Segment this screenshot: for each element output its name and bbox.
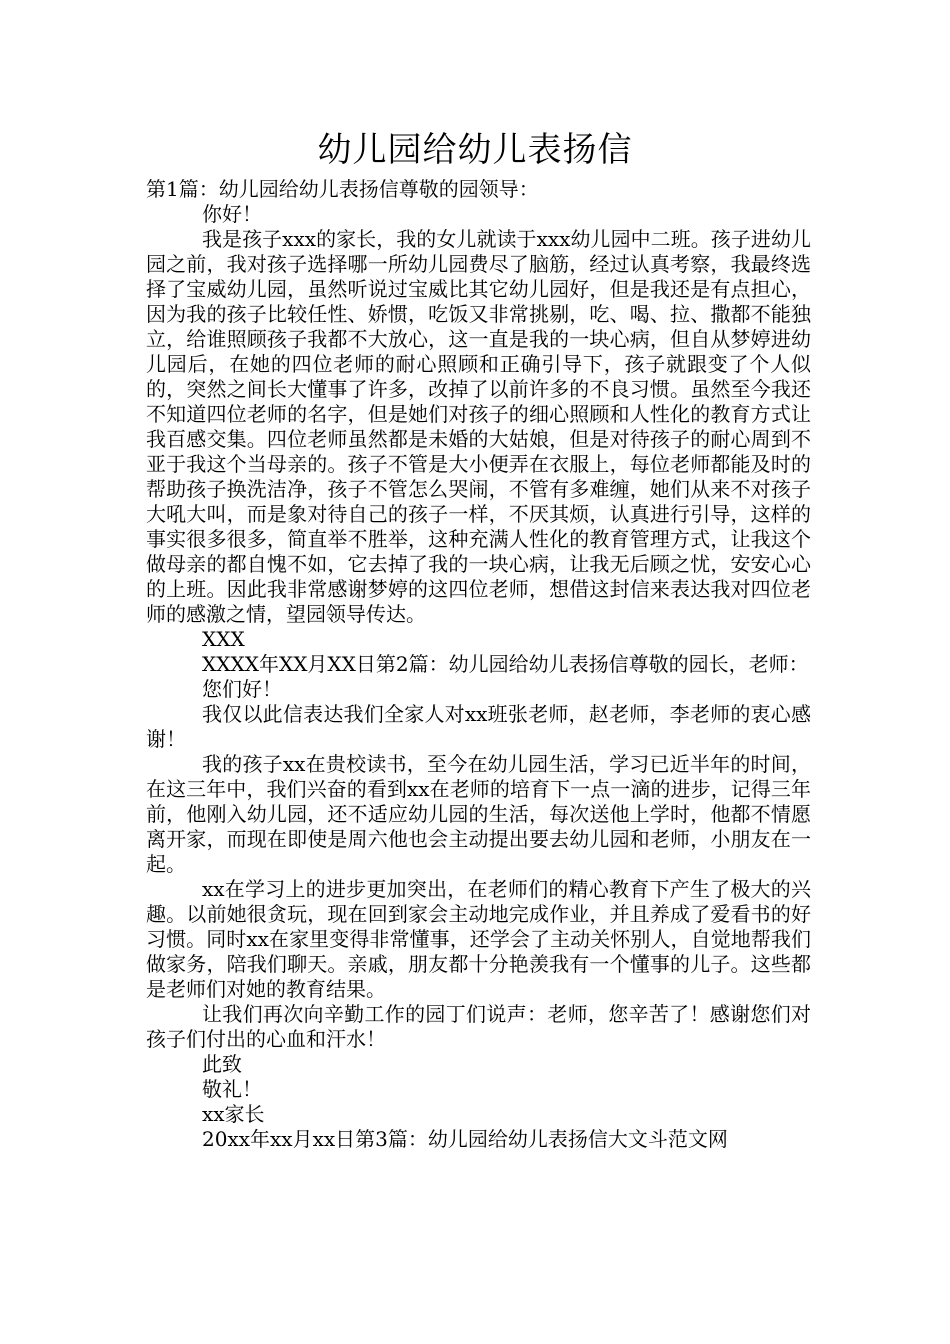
paragraph: xx家长 — [202, 1102, 265, 1126]
paragraph: 第1篇：幼儿园给幼儿表扬信尊敬的园领导： — [146, 177, 539, 201]
paragraph: 此致 — [202, 1052, 242, 1076]
document-title: 幼儿园给幼儿表扬信 — [317, 130, 633, 170]
paragraph: 我是孩子xxx的家长，我的女儿就读于xxx幼儿园中二班。孩子进幼儿园之前，我对孩子选择哪一所幼儿园费尽了脑筋，经过认真考察，我最终选择了宝威幼儿园，虽然听说过宝威比其它幼儿园好，但是我还是有点担心，因为我的孩子比较任性、娇惯，吃饭又非常挑剔，吃、喝、拉、撒都不能独立，给谁照顾孩子我都不大放心，这一直是我的一块心病，但自从梦婷进幼儿园后，在她的四位老师的耐心照顾和正确引导下，孩子就跟变了个人似的，突然之间长大懂事了许多，改掉了以前许多的不良习惯。虽然至今我还不知道四位老师的名字，但是她们对孩子的细心照顾和人性化的教育方式让我百感交集。四位老师虽然都是未婚的大姑娘，但是对待孩子的耐心周到不亚于我这个当母亲的。孩子不管是大小便弄在衣服上，每位老师都能及时的帮助孩子换洗洁净，孩子不管怎么哭闹，不管有多难缠，她们从来不对孩子大吼大叫，而是象对待自己的孩子一样，不厌其烦，认真进行引导，这样的事实很多很多，简直举不胜举，这种充满人性化的教育管理方式，让我这个做母亲的都自愧不如，它去掉了我的一块心病，让我无后顾之忧，安安心心的上班。因此我非常感谢梦婷的这四位老师，想借这封信来表达我对四位老师的感激之情，望园领导传达。 — [146, 227, 811, 626]
paragraph: 我仅以此信表达我们全家人对xx班张老师，赵老师，李老师的衷心感谢！ — [146, 702, 811, 751]
paragraph: 让我们再次向辛勤工作的园丁们说声：老师，您辛苦了！感谢您们对孩子们付出的心血和汗水！ — [146, 1002, 811, 1051]
paragraph: 20xx年xx月xx日第3篇：幼儿园给幼儿表扬信大文斗范文网 — [202, 1127, 728, 1151]
paragraph: 我的孩子xx在贵校读书，至今在幼儿园生活，学习已近半年的时间，在这三年中，我们兴奋的看到xx在老师的培育下一点一滴的进步，记得三年前，他刚入幼儿园，还不适应幼儿园的生活，每次送他上学时，他都不情愿离开家，而现在即使是周六他也会主动提出要去幼儿园和老师，小朋友在一起。 — [146, 752, 811, 876]
paragraph: XXXX年XX月XX日第2篇：幼儿园给幼儿表扬信尊敬的园长，老师： — [202, 652, 809, 676]
paragraph: 你好！ — [202, 202, 262, 226]
paragraph: xx在学习上的进步更加突出，在老师们的精心教育下产生了极大的兴趣。以前她很贪玩，现在回到家会主动地完成作业，并且养成了爱看书的好习惯。同时xx在家里变得非常懂事，还学会了主动关怀别人，自觉地帮我们做家务，陪我们聊天。亲戚，朋友都十分艳羡我有一个懂事的儿子。这些都是老师们对她的教育结果。 — [146, 877, 811, 1001]
paragraph: 您们好！ — [202, 677, 282, 701]
paragraph: XXX — [202, 627, 245, 651]
document-body — [146, 177, 811, 1152]
paragraph: 敬礼！ — [202, 1077, 262, 1101]
